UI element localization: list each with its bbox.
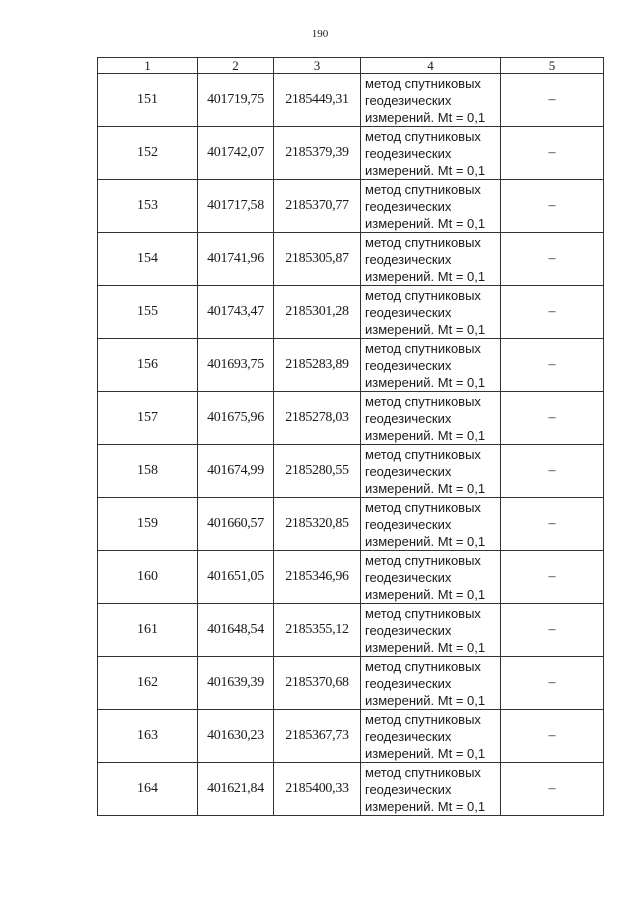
table-row [98,604,604,657]
col5-cell: – [501,286,604,339]
point-number-cell: 164 [98,763,198,816]
y-coordinate-cell: 2185301,28 [274,286,361,339]
table-row [98,445,604,498]
method-line: измерений. Mt = 0,1 [365,268,486,284]
y-coordinate-cell: 2185305,87 [274,233,361,286]
method-cell [361,445,501,498]
coordinates-table [97,57,604,816]
x-coordinate-cell: 401742,07 [198,127,274,180]
table-row [98,392,604,445]
method-cell [361,127,501,180]
col5-cell: – [501,763,604,816]
point-number-cell: 154 [98,233,198,286]
method-cell [361,710,501,763]
method-line: измерений. Mt = 0,1 [365,109,486,125]
point-number-cell: 155 [98,286,198,339]
x-coordinate-cell: 401675,96 [198,392,274,445]
method-line: измерений. Mt = 0,1 [365,533,486,549]
method-line: измерений. Mt = 0,1 [365,692,486,708]
col5-cell: – [501,657,604,710]
method-line: геодезических [365,463,452,479]
header-col-5: 5 [501,58,604,74]
method-cell [361,551,501,604]
col5-cell: – [501,127,604,180]
method-line: метод спутниковых [365,75,481,91]
table-header-row [98,58,604,74]
x-coordinate-cell: 401743,47 [198,286,274,339]
y-coordinate-cell: 2185280,55 [274,445,361,498]
point-number-cell: 159 [98,498,198,551]
col5-cell: – [501,710,604,763]
y-coordinate-cell: 2185370,77 [274,180,361,233]
method-line: геодезических [365,675,452,691]
method-cell [361,498,501,551]
table-row [98,233,604,286]
table-row [98,286,604,339]
table-row [98,710,604,763]
method-cell [361,233,501,286]
col5-cell: – [501,498,604,551]
col5-cell: – [501,604,604,657]
table-row [98,657,604,710]
x-coordinate-cell: 401693,75 [198,339,274,392]
method-line: метод спутниковых [365,181,481,197]
point-number-cell: 156 [98,339,198,392]
page-number: 190 [311,28,329,40]
point-number-cell: 153 [98,180,198,233]
y-coordinate-cell: 2185370,68 [274,657,361,710]
y-coordinate-cell: 2185379,39 [274,127,361,180]
method-line: метод спутниковых [365,499,481,515]
point-number-cell: 161 [98,604,198,657]
method-line: метод спутниковых [365,393,481,409]
y-coordinate-cell: 2185320,85 [274,498,361,551]
col5-cell: – [501,180,604,233]
table-row [98,551,604,604]
table-row [98,127,604,180]
method-line: метод спутниковых [365,764,481,780]
method-line: метод спутниковых [365,287,481,303]
col5-cell: – [501,339,604,392]
y-coordinate-cell: 2185355,12 [274,604,361,657]
method-line: измерений. Mt = 0,1 [365,215,486,231]
method-line: метод спутниковых [365,658,481,674]
method-line: измерений. Mt = 0,1 [365,480,486,496]
method-line: измерений. Mt = 0,1 [365,586,486,602]
method-line: геодезических [365,92,452,108]
method-cell [361,392,501,445]
header-col-4: 4 [361,58,501,74]
table-row [98,763,604,816]
method-line: метод спутниковых [365,552,481,568]
method-line: геодезических [365,728,452,744]
y-coordinate-cell: 2185449,31 [274,74,361,127]
method-line: метод спутниковых [365,605,481,621]
method-line: метод спутниковых [365,711,481,727]
point-number-cell: 151 [98,74,198,127]
y-coordinate-cell: 2185278,03 [274,392,361,445]
x-coordinate-cell: 401630,23 [198,710,274,763]
point-number-cell: 162 [98,657,198,710]
y-coordinate-cell: 2185400,33 [274,763,361,816]
method-line: геодезических [365,251,452,267]
table-row [98,339,604,392]
method-line: геодезических [365,304,452,320]
x-coordinate-cell: 401717,58 [198,180,274,233]
method-line: геодезических [365,357,452,373]
method-line: геодезических [365,410,452,426]
method-line: геодезических [365,569,452,585]
table-row [98,180,604,233]
x-coordinate-cell: 401639,39 [198,657,274,710]
col5-cell: – [501,551,604,604]
method-cell [361,604,501,657]
point-number-cell: 163 [98,710,198,763]
method-line: измерений. Mt = 0,1 [365,639,486,655]
point-number-cell: 157 [98,392,198,445]
header-col-3: 3 [274,58,361,74]
col5-cell: – [501,392,604,445]
x-coordinate-cell: 401648,54 [198,604,274,657]
x-coordinate-cell: 401674,99 [198,445,274,498]
method-cell [361,657,501,710]
method-line: измерений. Mt = 0,1 [365,427,486,443]
method-line: измерений. Mt = 0,1 [365,321,486,337]
method-line: геодезических [365,198,452,214]
method-line: метод спутниковых [365,340,481,356]
col5-cell: – [501,445,604,498]
header-col-1: 1 [98,58,198,74]
method-cell [361,763,501,816]
point-number-cell: 152 [98,127,198,180]
table-row [98,498,604,551]
method-line: геодезических [365,622,452,638]
x-coordinate-cell: 401741,96 [198,233,274,286]
table-body [98,74,604,816]
method-cell [361,180,501,233]
method-line: метод спутниковых [365,128,481,144]
col5-cell: – [501,74,604,127]
method-line: метод спутниковых [365,234,481,250]
y-coordinate-cell: 2185367,73 [274,710,361,763]
method-line: геодезических [365,781,452,797]
method-line: метод спутниковых [365,446,481,462]
col5-cell: – [501,233,604,286]
method-line: геодезических [365,145,452,161]
point-number-cell: 158 [98,445,198,498]
method-line: геодезических [365,516,452,532]
header-col-2: 2 [198,58,274,74]
method-cell [361,74,501,127]
method-cell [361,339,501,392]
x-coordinate-cell: 401660,57 [198,498,274,551]
y-coordinate-cell: 2185283,89 [274,339,361,392]
x-coordinate-cell: 401621,84 [198,763,274,816]
method-line: измерений. Mt = 0,1 [365,745,486,761]
method-line: измерений. Mt = 0,1 [365,374,486,390]
method-line: измерений. Mt = 0,1 [365,162,486,178]
table-row [98,74,604,127]
x-coordinate-cell: 401719,75 [198,74,274,127]
method-line: измерений. Mt = 0,1 [365,798,486,814]
method-cell [361,286,501,339]
y-coordinate-cell: 2185346,96 [274,551,361,604]
point-number-cell: 160 [98,551,198,604]
x-coordinate-cell: 401651,05 [198,551,274,604]
